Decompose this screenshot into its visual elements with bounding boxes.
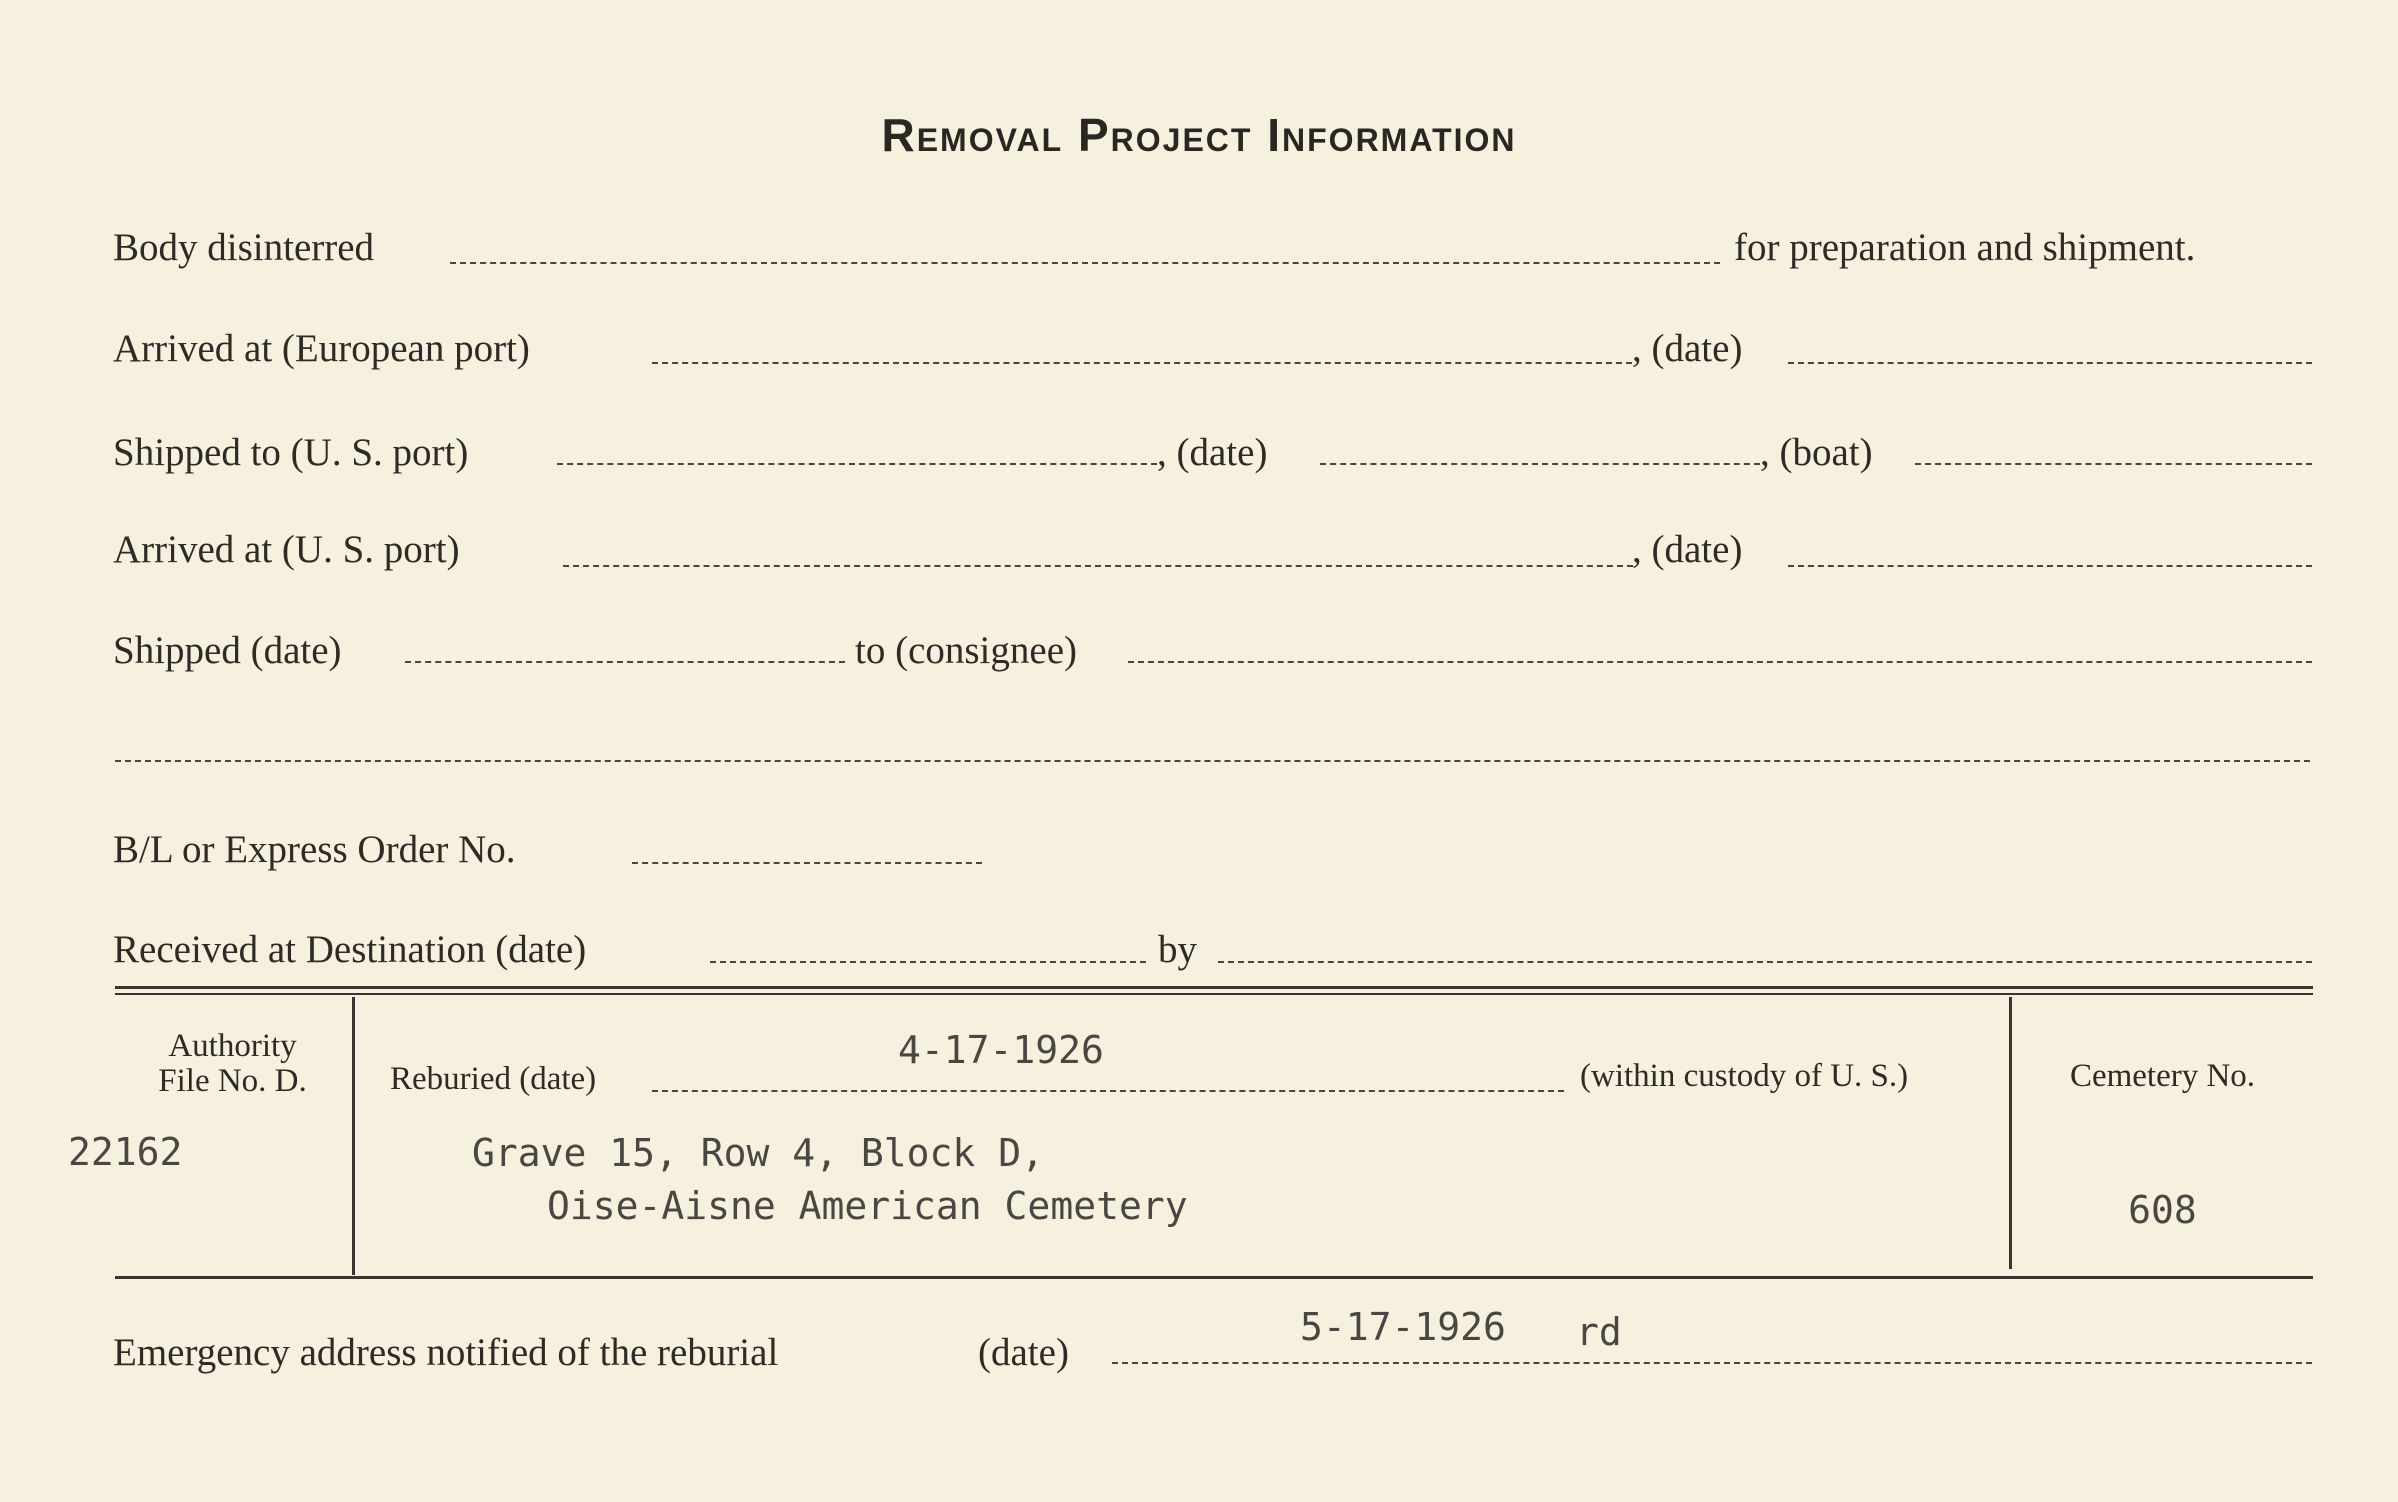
received-by-field[interactable]	[1218, 961, 2312, 963]
table-divider-left	[352, 997, 355, 1275]
arrived-us-port-field[interactable]	[563, 565, 1633, 567]
arrived-date-label: , (date)	[1632, 528, 1743, 571]
authority-file-number: 22162	[68, 1130, 183, 1174]
table-top-rule	[115, 986, 2313, 989]
boat-label: , (boat)	[1760, 431, 1873, 474]
authority-header-line2: File No. D.	[158, 1063, 307, 1099]
emergency-date-field[interactable]	[1112, 1362, 2312, 1364]
european-port-field[interactable]	[652, 362, 1632, 364]
form-title: Removal Project Information	[881, 109, 1517, 161]
authority-header-line1: Authority	[168, 1028, 297, 1064]
consignee-continuation-field[interactable]	[115, 760, 2310, 762]
shipped-date-field[interactable]	[1320, 463, 1760, 465]
by-label: by	[1158, 928, 1197, 971]
european-date-label: , (date)	[1632, 327, 1743, 370]
body-disinterred-label: Body disinterred	[113, 226, 375, 269]
emergency-date-value: 5-17-1926	[1300, 1305, 1506, 1349]
emergency-date-label: (date)	[978, 1331, 1069, 1374]
consignee-label: to (consignee)	[855, 629, 1078, 672]
shipped-date-field-2[interactable]	[405, 661, 845, 663]
shipped-date-label: , (date)	[1157, 431, 1268, 474]
reburied-date-field[interactable]	[652, 1090, 1564, 1092]
bl-express-order-field[interactable]	[632, 862, 982, 864]
table-top-rule-2	[115, 993, 2313, 995]
table-bottom-rule	[115, 1276, 2313, 1279]
custody-label: (within custody of U. S.)	[1580, 1058, 1909, 1094]
reburied-date-value: 4-17-1926	[898, 1028, 1104, 1072]
boat-field[interactable]	[1915, 463, 2312, 465]
emergency-initials: rd	[1576, 1310, 1622, 1354]
grave-location-line2: Oise-Aisne American Cemetery	[547, 1184, 1188, 1228]
arrived-us-port-label: Arrived at (U. S. port)	[113, 528, 460, 571]
preparation-shipment-label: for preparation and shipment.	[1734, 226, 2196, 269]
body-disinterred-field[interactable]	[450, 262, 1720, 264]
table-divider-right	[2009, 997, 2012, 1269]
bl-express-order-label: B/L or Express Order No.	[113, 828, 516, 871]
arrived-date-field[interactable]	[1788, 565, 2312, 567]
received-destination-field[interactable]	[710, 961, 1146, 963]
cemetery-header: Cemetery No.	[2069, 1058, 2256, 1094]
cemetery-number: 608	[2128, 1188, 2197, 1232]
reburied-label: Reburied (date)	[390, 1061, 597, 1097]
european-date-field[interactable]	[1788, 362, 2312, 364]
emergency-address-label: Emergency address notified of the reburial	[113, 1331, 779, 1374]
consignee-field[interactable]	[1128, 661, 2312, 663]
shipped-us-port-label: Shipped to (U. S. port)	[113, 431, 469, 474]
received-destination-label: Received at Destination (date)	[113, 928, 587, 971]
shipped-us-port-field[interactable]	[557, 463, 1157, 465]
arrived-european-port-label: Arrived at (European port)	[113, 327, 530, 370]
shipped-date-label-2: Shipped (date)	[113, 629, 342, 672]
grave-location-line1: Grave 15, Row 4, Block D,	[472, 1131, 1044, 1175]
